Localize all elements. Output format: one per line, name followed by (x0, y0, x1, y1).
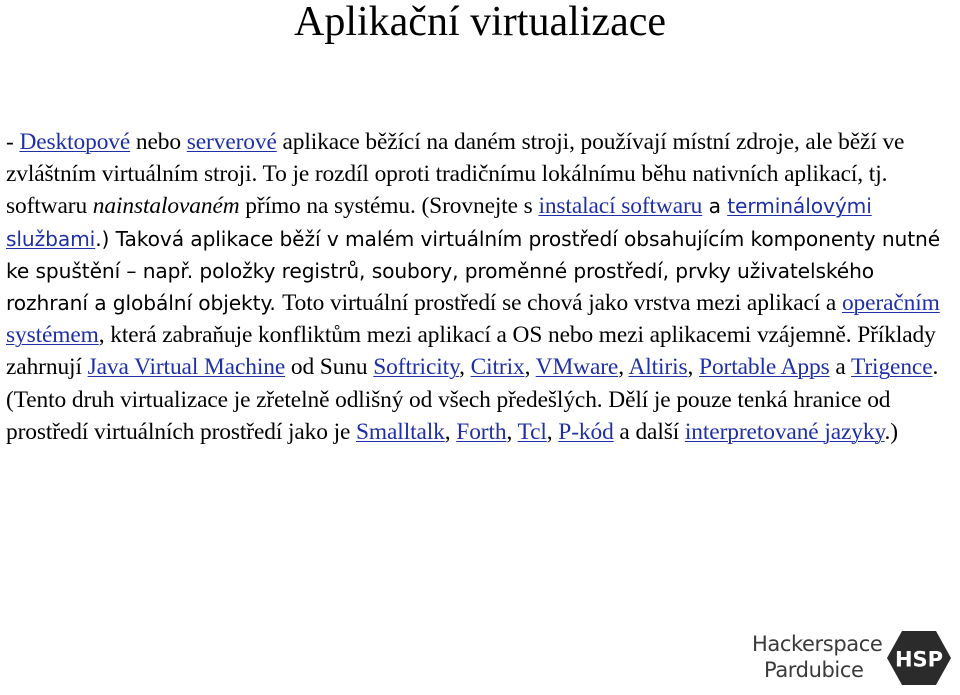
page-title: Aplikační virtualizace (294, 0, 666, 45)
body-text-segment: , (524, 354, 536, 381)
body-text-segment: .) Taková aplikace běží v malém virtuálním prostředí obsahujícím komponenty nutné ke spuštění – např. položky registrů, soubory, proměnné prostředí, prvky uživatelského rozhraní a globální objekty. (6, 226, 941, 316)
body-text-segment: , (546, 418, 559, 445)
link-desktopové[interactable]: Desktopové (19, 129, 131, 155)
body-text-segment: , (618, 354, 629, 381)
body-text-segment: , (506, 418, 518, 445)
link-java-virtual-machine[interactable]: Java Virtual Machine (87, 354, 286, 381)
body-text-segment: nebo (130, 129, 187, 155)
link-instalací-softwaru[interactable]: instalací softwaru (538, 193, 703, 220)
body-text-segment: - (6, 129, 20, 155)
body-text-segment: .) (884, 418, 898, 445)
body-paragraph (6, 126, 956, 448)
link-interpretované-jazyky[interactable]: interpretované jazyky (684, 418, 885, 445)
body-text-segment: přímo na systému. (Srovnejte s (239, 193, 539, 220)
body-text-segment: od Sunu (285, 354, 374, 381)
body-text-segment: , (444, 418, 457, 445)
link-trigence[interactable]: Trigence (850, 354, 933, 381)
body-text-segment: , která zabraňuje konfliktům mezi aplikací a OS nebo mezi aplikacemi vzájemně. Příklady zahrnují (6, 322, 936, 381)
logo-line-1: Hackerspace (752, 632, 883, 656)
link-smalltalk[interactable]: Smalltalk (356, 418, 445, 445)
body-text-segment: . (Tento druh virtualizace je zřetelně odlišný od všech předešlých. Dělí je pouze tenká hranice od prostředí virtuálních prostředí jako je (6, 354, 939, 445)
hsp-hexagon-icon (886, 629, 952, 687)
link-p-kód[interactable]: P-kód (558, 418, 614, 445)
link-serverové[interactable]: serverové (186, 129, 277, 155)
link-vmware[interactable]: VMware (535, 354, 619, 381)
link-citrix[interactable]: Citrix (470, 354, 525, 381)
body-text-segment: , (687, 354, 700, 381)
body-text-segment: a další (613, 418, 685, 445)
link-altiris[interactable]: Altiris (628, 354, 688, 381)
body-text-segment: a (829, 354, 851, 381)
link-softricity[interactable]: Softricity (373, 354, 460, 381)
hackerspace-logo (752, 623, 958, 693)
body-text-segment: aplikace běžící na daném stroji, používají místní zdroje, ale běží ve zvláštním virtuálním stroji. To je rozdíl oproti tradičnímu lokálnímu běhu nativních aplikací, tj. softwaru (6, 129, 905, 220)
logo-wordmark (752, 631, 882, 683)
emphasis-text: nainstalovaném (92, 193, 240, 220)
link-terminálovými-službami[interactable]: terminálovými službami (6, 194, 872, 251)
link-portable-apps[interactable]: Portable Apps (699, 354, 830, 381)
link-tcl[interactable]: Tcl (517, 418, 547, 445)
body-text-segment: a (702, 194, 728, 219)
logo-mark-text: HSP (894, 647, 944, 672)
link-operačním-systémem[interactable]: operačním systémem (6, 290, 940, 349)
logo-line-2: Pardubice (764, 658, 864, 682)
body-text-segment: Toto virtuální prostředí se chová jako vrstva mezi aplikací a (282, 290, 842, 317)
body-text-segment: , (459, 354, 471, 381)
link-forth[interactable]: Forth (456, 418, 507, 445)
